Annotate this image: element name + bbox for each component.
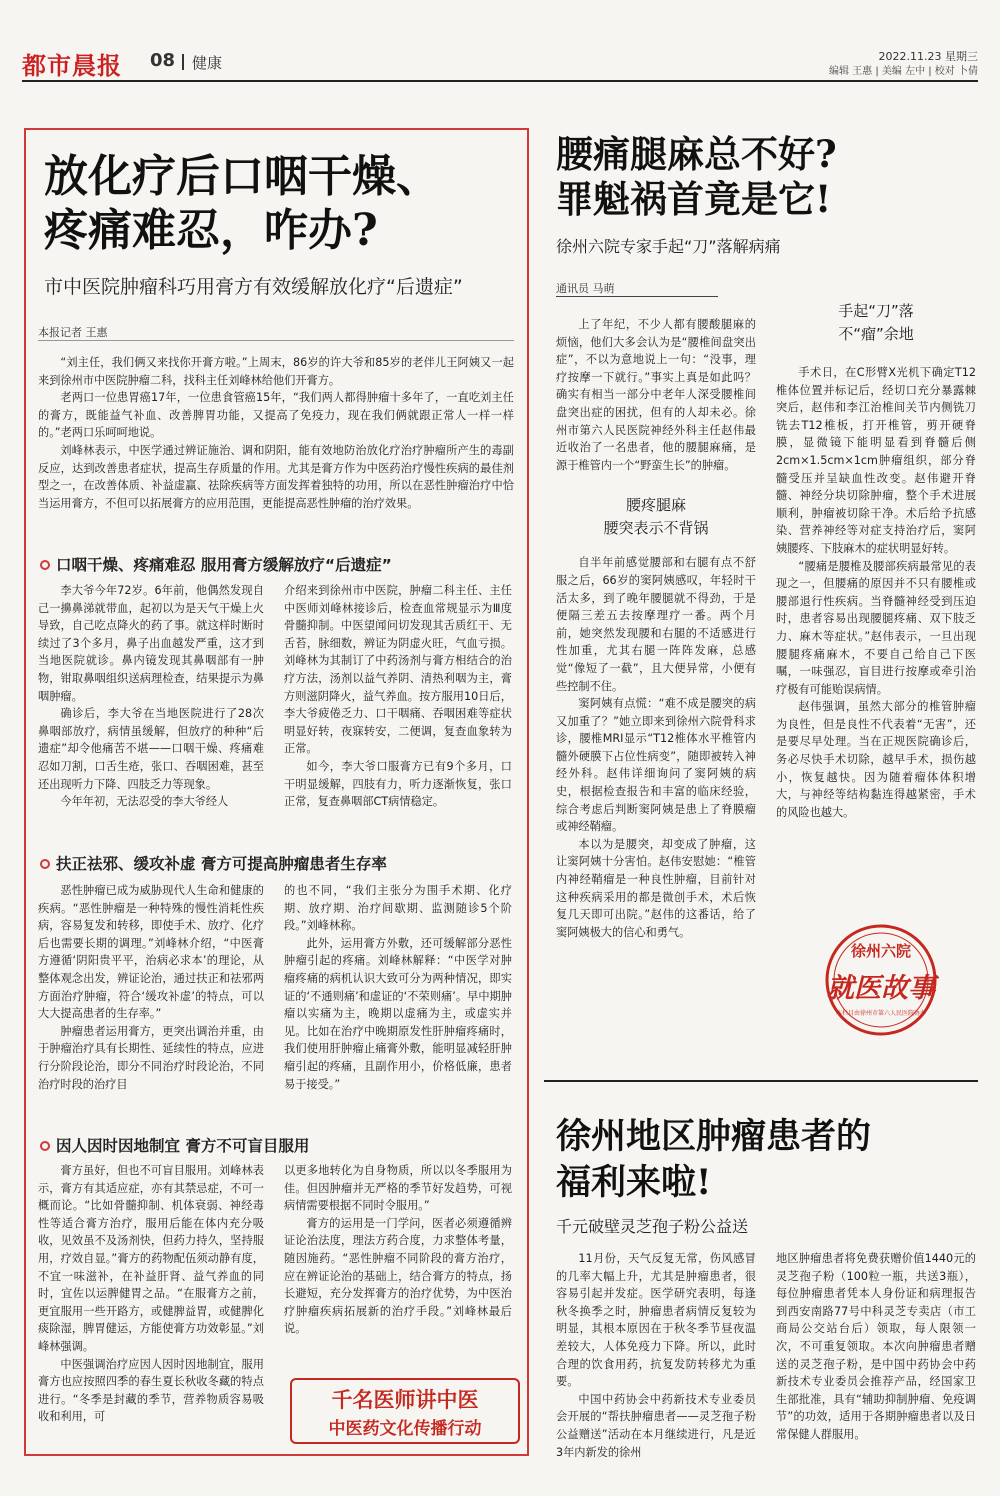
body-paragraph: 自半年前感觉腰部和右腿有点不舒服之后，66岁的窦阿姨感叹，年轻时干活太多，到了晚年腰腿就不得劲，于是便隔三差五去按摩理疗一番。两个月前，她突然发现腰和右腿的不适感进行性加重，尤其右腿一阵阵发麻，总感觉“像短了一截”，且大便异常，小便有些控制不住。 bbox=[556, 556, 756, 693]
section1-column-2 bbox=[284, 582, 512, 811]
section2-column-2 bbox=[284, 882, 512, 1093]
subheading-line: 不“瘤”余地 bbox=[838, 325, 914, 343]
left-title-line1: 放化疗后口咽干燥、 bbox=[44, 151, 440, 202]
right2-column-1 bbox=[556, 1250, 756, 1461]
right-article2-subtitle: 千元破壁灵芝孢子粉公益送 bbox=[556, 1217, 749, 1236]
right2-title-line2: 福利来啦! bbox=[556, 1162, 712, 1203]
newspaper-brand: 都市晨报 bbox=[22, 51, 122, 80]
byline-rule bbox=[556, 296, 718, 297]
promo-seal bbox=[290, 1378, 520, 1444]
section-heading-text: 因人因时因地制宜 膏方不可盲目服用 bbox=[56, 1137, 310, 1155]
masthead-rule bbox=[22, 80, 978, 82]
section3-column-2 bbox=[284, 1162, 512, 1338]
right1-title-line2: 罪魁祸首竟是它! bbox=[556, 177, 832, 221]
section-heading-1 bbox=[40, 553, 516, 575]
subheading-line: 腰突表示不背锅 bbox=[603, 519, 709, 538]
section2-column-1 bbox=[38, 882, 264, 1093]
section3-column-1 bbox=[38, 1162, 264, 1426]
body-paragraph: 介绍来到徐州市中医院，肿瘤二科主任、主任中医师刘峰林接诊后，检查血常规显示为Ⅲ度骨髓抑制。中医望闻问切发现其舌质红干、无舌苔，脉细数，辨证为阴虚火旺，气血亏损。刘峰林为其制订了中药汤剂与膏方相结合的治疗方法，汤剂以益气养阴、清热利咽为主，膏方则滋阴降火，益气养血。按方服用10日后，李大爷疲倦乏力、口干咽痛、吞咽困难等症状明显好转，夜寐转安，二便调，复查血象转为正常。 bbox=[284, 584, 512, 756]
column-stamp bbox=[796, 918, 966, 1048]
body-paragraph: 肿瘤患者运用膏方，更突出调治并重，由于肿瘤治疗具有长期性、延续性的特点，应进行分阶段论治，即分不同治疗时段论治，不同治疗时段的治疗目 bbox=[38, 1024, 264, 1091]
section-heading-2 bbox=[40, 852, 516, 874]
page-number: 08 bbox=[150, 50, 176, 71]
section-bullet-icon bbox=[40, 859, 50, 869]
body-paragraph: 中医强调治疗应因人因时因地制宜，服用膏方也应按照四季的春生夏长秋收冬藏的特点进行。“冬季是封藏的季节，营养物质容易吸收和利用，可 bbox=[38, 1357, 264, 1424]
subheading-line: 手起“刀”落 bbox=[838, 302, 914, 320]
article-divider bbox=[544, 1080, 978, 1082]
body-paragraph: 确诊后，李大爷在当地医院进行了28次鼻咽部放疗，病情虽缓解，但放疗的种种“后遗症”却令他痛苦不堪——口咽干燥、疼痛难忍如刀割，口舌生疮，张口、吞咽困难，甚至还出现听力下降、四肢乏力等现象。 bbox=[38, 707, 264, 791]
section1-column-1 bbox=[38, 582, 264, 811]
section-bullet-icon bbox=[40, 1141, 50, 1151]
body-paragraph: 的也不同，“我们主张分为围手术期、化疗期、放疗期、治疗间歇期、监测随诊5个阶段。”刘峰林称。 bbox=[284, 884, 512, 933]
body-paragraph: 手术日，在C形臂X光机下确定T12椎体位置并标记后，经切口充分暴露棘突后，赵伟和李江治椎间关节内侧铣刀铣去T12椎板，打开椎管，剪开硬脊膜，显微镜下能明显看到脊髓后侧2cm×1.5cm×1cm肿瘤组织，部分脊髓受压并呈缺血性改变。赵伟避开脊髓、神经分块切除肿瘤，整个手术进展顺利，肿瘤被切除干净。术后给予抗感染、营养神经等对症支持治疗后，窦阿姨腰疼、下肢麻木的症状明显好转。 bbox=[776, 366, 976, 555]
body-paragraph: 11月份，天气反复无常，伤风感冒的几率大幅上升，尤其是肿瘤患者，很容易引起并发症。医学研究表明，每逢秋冬换季之时，肿瘤患者病情反复较为明显，其根本原因在于秋冬季节昼夜温差较大，人体免疫力下降。所以，此时合理的饮食用药，抗复发防转移尤为重要。 bbox=[556, 1252, 756, 1389]
right-article1-subtitle: 徐州六院专家手起“刀”落解病痛 bbox=[556, 237, 781, 256]
stamp-main-text: 就医故事 bbox=[827, 973, 935, 1004]
body-paragraph: 李大爷今年72岁。6年前，他偶然发现自己一擤鼻涕就带血，起初以为是天气干燥上火导致，自己吃点降火的药了事。就这样时断时续过了3个多月，鼻子出血越发严重，这才到当地医院就诊。鼻内镜发现其鼻咽部有一肿物，钳取鼻咽组织送病理检查，结果提示为鼻咽肿瘤。 bbox=[38, 584, 264, 703]
intro-paragraph: 老两口一位患胃癌17年，一位患食管癌15年，“我们两人都得肿瘤十多年了，一直吃刘主任的膏方，既能益气补血、改善脾胃功能，又提高了免疫力，现在我们俩就跟正常人一样一样的。”老两口乐呵呵地说。 bbox=[38, 391, 514, 440]
right2-column-2 bbox=[776, 1250, 976, 1444]
body-paragraph: 此外，运用膏方外敷，还可缓解部分恶性肿瘤引起的疼痛。刘峰林解释：“中医学对肿瘤疼痛的病机认识大致可分为两种情况，即实证的‘不通则痛’和虚证的‘不荣则痛’。早中期肿瘤以实痛为主，晚期以虚痛为主，或虚实并见。比如在治疗中晚期原发性肝肿瘤疼痛时，我们使用肝肿瘤止痛膏外敷，能明显减轻肝肿瘤引起的疼痛，且副作用小，价格低廉，患者易于接受。” bbox=[284, 936, 512, 1091]
section-name: 健康 bbox=[192, 54, 223, 72]
right1-column-2 bbox=[776, 300, 976, 821]
right2-title-line1: 徐州地区肿瘤患者的 bbox=[556, 1116, 872, 1157]
body-paragraph: 上了年纪，不少人都有腰酸腿麻的烦恼，他们大多会认为是“腰椎间盘突出症”，不以为意地说上一句：“没事，理疗按摩一下就行。”事实上真是如此吗？确实有相当一部分中老年人深受腰椎间盘突出症的困扰，但有的人却未必。徐州市第六人民医院神经外科主任赵伟最近收治了一名患者，他的腰腿麻痛，是源于椎管内一个“野蛮生长”的肿瘤。 bbox=[556, 318, 756, 472]
body-paragraph: 地区肿瘤患者将免费获赠价值1440元的灵芝孢子粉（100粒一瓶，共送3瓶），每位肿瘤患者凭本人身份证和病理报告到西安南路77号中科灵芝专卖店（市工商局公交站台后）领取，每人限领一次，不可重复领取。本次向肿瘤患者赠送的灵芝孢子粉，是中国中药协会中药新技术专业委员会推荐产品，经国家卫生部批准，具有“辅助抑制肿瘤、免疫调节”的功效，适用于各期肿瘤患者以及日常保健人群服用。 bbox=[776, 1252, 976, 1441]
body-paragraph: 赵伟强调，虽然大部分的椎管肿瘤为良性，但是良性不代表着“无害”，还是要尽早处理。当在正规医院确诊后，务必尽快手术切除，越早手术，损伤越小，恢复越快。因为随着瘤体体积增大，与神经等结构黏连得越紧密，手术的风险也越大。 bbox=[776, 700, 976, 819]
right1-column-1 bbox=[556, 316, 756, 941]
body-paragraph: 以更多地转化为自身物质，所以以冬季服用为佳。但因肿瘤并无严格的季节好发趋势，可视病情需要根据不同时令服用。” bbox=[284, 1164, 512, 1213]
section-heading-text: 扶正祛邪、缓攻补虚 膏方可提高肿瘤患者生存率 bbox=[56, 855, 387, 873]
left-intro bbox=[38, 354, 514, 512]
body-paragraph: 今年年初，无法忍受的李大爷经人 bbox=[60, 795, 229, 809]
masthead bbox=[22, 40, 978, 84]
subheading-2 bbox=[776, 300, 976, 346]
body-paragraph: 本以为是腰突，却变成了肿瘤，这让窦阿姨十分害怕。赵伟安慰她：“椎管内神经鞘瘤是一种良性肿瘤，目前针对这种疾病采用的都是微创手术，术后恢复几天即可出院。”赵伟的这番话，给了窦阿姨极大的信心和勇气。 bbox=[556, 837, 756, 939]
left-article-subtitle: 市中医院肿瘤科巧用膏方有效缓解放化疗“后遗症” bbox=[44, 276, 463, 298]
promo-line-1: 千名医师讲中医 bbox=[331, 1387, 479, 1412]
right-article1-title bbox=[556, 132, 976, 222]
editor-credits: 编辑 王惠 | 美编 左中 | 校对 卜倩 bbox=[829, 66, 978, 77]
left-title-line2: 疼痛难忍，咋办? bbox=[44, 205, 378, 256]
body-paragraph: “腰痛是腰椎及腰部疾病最常见的表现之一，但腰痛的原因并不只有腰椎或腰部退行性疾病。当脊髓神经受到压迫时，患者容易出现腰腿疼痛、双下肢乏力、麻木等症状。”赵伟表示，一旦出现腰腿疼痛麻木，不要自己给自己下医嘱，一味强忍，盲目进行按摩或牵引治疗极有可能贻误病情。 bbox=[776, 559, 976, 696]
left-article-title bbox=[44, 150, 524, 258]
stamp-top-text: 徐州六院 bbox=[850, 942, 911, 960]
section-heading-3 bbox=[40, 1134, 516, 1156]
body-paragraph: 恶性肿瘤已成为威胁现代人生命和健康的疾病。“恶性肿瘤是一种特殊的慢性消耗性疾病，容易复发和转移，即使手术、放疗、化疗后也需要长期的调理。”刘峰林介绍，“中医膏方遵循‘阴阳贵平平，治病必求本’的理论，从整体观念出发，辨证论治，通过扶正和祛邪两方面治疗肿瘤，符合‘缓攻补虚’的特点，可以大大提高患者的生存率。” bbox=[38, 884, 264, 1021]
body-paragraph: 如今，李大爷口服膏方已有9个多月，口干明显缓解，四肢有力，听力逐渐恢复，张口正常，复查鼻咽部CT病情稳定。 bbox=[284, 759, 512, 809]
intro-paragraph: 刘峰林表示，中医学通过辨证施治、调和阴阳，能有效地防治放化疗治疗肿瘤所产生的毒副反应，达到改善患者症状，提高生存质量的作用。尤其是膏方作为中医药治疗慢性疾病的最佳剂型之一，在改善体质、补益虚赢、祛除疾病等方面发挥着独特的功用，所以在恶性肿瘤治疗中恰当运用膏方，不但可以拓展膏方的应用范围，更能提高恶性肿瘤的治疗效果。 bbox=[38, 443, 514, 510]
right-article2-title bbox=[556, 1114, 976, 1206]
right1-title-line1: 腰痛腿麻总不好? bbox=[556, 132, 837, 176]
left-article-byline: 本报记者 王惠 bbox=[38, 326, 108, 339]
stamp-small-text: 本栏目由徐州市第六人民医院协办 bbox=[835, 1010, 926, 1017]
subheading-1 bbox=[556, 494, 756, 540]
body-paragraph: 膏方虽好，但也不可盲目服用。刘峰林表示，膏方有其适应症，亦有其禁忌症，不可一概而论。“比如骨髓抑制、机体衰弱、神经毒性等适合膏方治疗，服用后能在体内充分吸收，见效虽不及汤剂快，但药力持久，坚持服用，疗效自显。”膏方的药物配伍须动静有度，不宜一味滋补，在补益肝肾、益气养血的同时，宜佐以运脾健胃之品。“在服膏方之前，更宜服用一些开路方，或健脾益胃，或健脾化痰除湿，脾胃健运，方能使膏方功效彰显。”刘峰林强调。 bbox=[38, 1164, 264, 1353]
body-paragraph: 窦阿姨有点慌：“难不成是腰突的病又加重了？”她立即来到徐州六院骨科求诊，腰椎MRI显示“T12椎体水平椎管内髓外硬膜下占位性病变”，随即被转入神经外科。赵伟详细询问了窦阿姨的病史，根据检查报告和丰富的临床经验，综合考虑后判断窦阿姨是患上了脊膜瘤或神经鞘瘤。 bbox=[556, 697, 756, 834]
subheading-line: 腰疼腿麻 bbox=[625, 496, 686, 515]
section-bullet-icon bbox=[40, 560, 50, 570]
byline-rule bbox=[38, 340, 514, 341]
section-heading-text: 口咽干燥、疼痛难忍 服用膏方缓解放疗“后遗症” bbox=[56, 556, 392, 574]
body-paragraph: 膏方的运用是一门学问，医者必须遵循辨证论治法度，理法方药合度，力求整体考量，随因施药。“恶性肿瘤不同阶段的膏方治疗，应在辨证论治的基础上，结合膏方的特点，扬长避短，充分发挥膏方的治疗优势，为中医治疗肿瘤疾病拓展新的治疗手段。”刘峰林最后说。 bbox=[284, 1216, 512, 1336]
promo-line-2: 中医药文化传播行动 bbox=[328, 1419, 482, 1439]
right-article1-byline: 通讯员 马萌 bbox=[556, 282, 615, 295]
body-paragraph: 中国中药协会中药新技术专业委员会开展的“帮扶肿瘤患者——灵芝孢子粉公益赠送”活动在本月继续进行，凡是近3年内新发的徐州 bbox=[556, 1392, 756, 1459]
intro-paragraph: “刘主任，我们俩又来找你开膏方啦。”上周末，86岁的许大爷和85岁的老伴儿王阿姨又一起来到徐州市中医院肿瘤二科，找科主任刘峰林给他们开膏方。 bbox=[38, 356, 514, 387]
issue-date: 2022.11.23 星期三 bbox=[878, 50, 978, 63]
